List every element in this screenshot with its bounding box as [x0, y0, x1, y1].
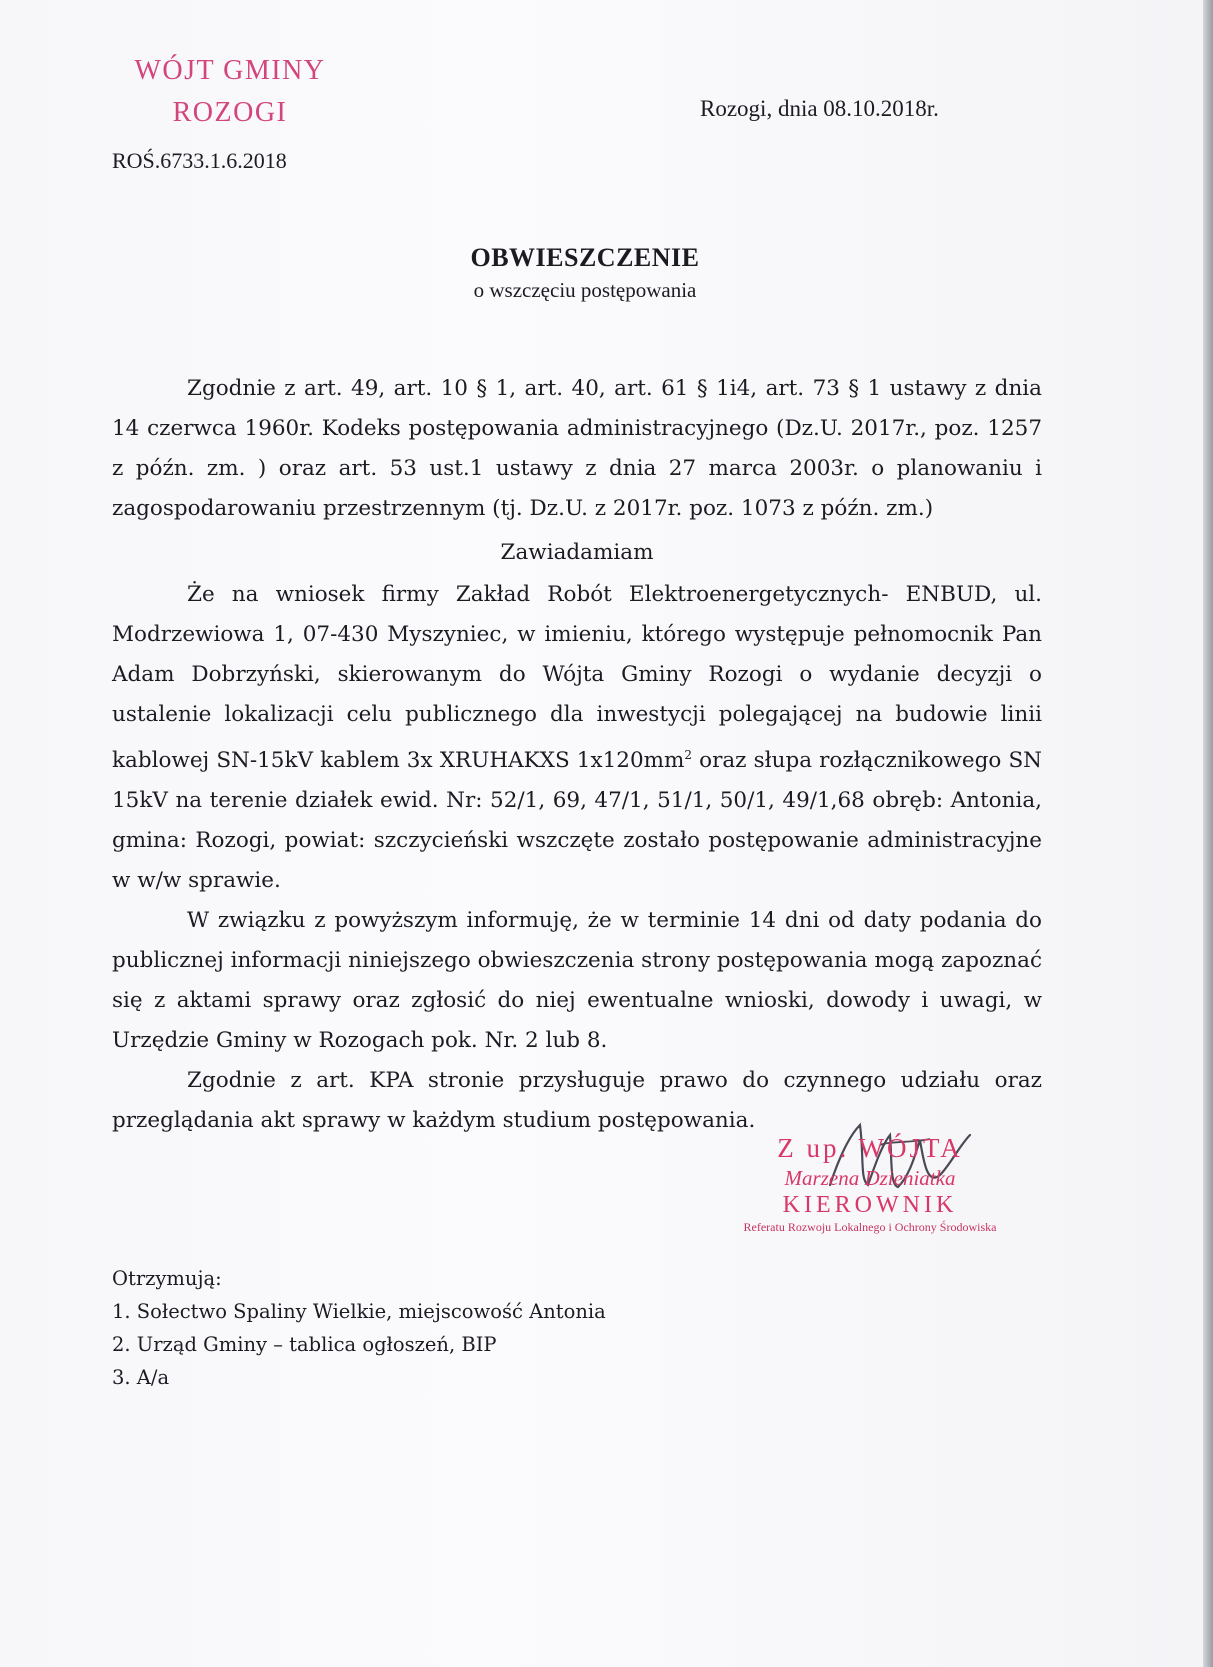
signature-line-3: KIEROWNIK: [782, 1192, 958, 1218]
official-signature-stamp: [735, 1132, 1005, 1236]
superscript-2: 2: [684, 748, 693, 762]
page-edge-shadow: [1203, 0, 1213, 1667]
notice-paragraph-text-a: Że na wniosek firmy Zakład Robót Elektroenergetycznych- ENBUD, ul. Modrzewiowa 1, 07-430 Myszyniec, w imieniu, którego występuje pełnomocnik Pan Adam Dobrzyński, skierowanym do Wójta Gminy Rozogi o wydanie decyzji o ustalenie lokalizacji celu publicznego dla inwestycji polegającej na budowie linii kablowej SN-15kV kablem 3x XRUHAKXS 1x120mm: [112, 582, 1042, 774]
recipient-item: 3. A/a: [112, 1366, 170, 1389]
document-title: OBWIESZCZENIE: [470, 243, 700, 272]
place-date: Rozogi, dnia 08.10.2018r.: [700, 96, 939, 121]
reference-number: ROŚ.6733.1.6.2018: [112, 148, 287, 173]
recipients-list: [112, 1262, 606, 1394]
recipient-item: 1. Sołectwo Spaliny Wielkie, miejscowość Antonia: [112, 1300, 606, 1323]
information-paragraph: W związku z powyższym informuję, że w terminie 14 dni od daty podania do publicznej informacji niniejszego obwieszczenia strony postępowania mogą zapoznać się z aktami sprawy oraz zgłosić do niej ewentualne wnioski, dowody i uwagi, w Urzędzie Gminy w Rozogach pok. Nr. 2 lub 8.: [112, 908, 1042, 1054]
document-body: [112, 369, 1042, 1141]
signature-line-1: Z up. WÓJTA: [777, 1133, 963, 1163]
office-stamp: [100, 50, 360, 134]
signature-line-2: Marzena Dzieniatka: [784, 1166, 956, 1190]
notice-paragraph-text-b: oraz słupa rozłącznikowego SN 15kV na terenie działek ewid. Nr: 52/1, 69, 47/1, 51/1, 50/1, 49/1,68 obręb: Antonia, gmina: Rozogi, powiat: szczycieński wszczęte zostało postępowanie administracyjne w w/w sprawie.: [112, 748, 1042, 894]
notify-heading: Zawiadamiam: [500, 540, 654, 565]
rights-paragraph: Zgodnie z art. KPA stronie przysługuje prawo do czynnego udziału oraz przeglądania akt sprawy w każdym studium postępowania.: [112, 1068, 1042, 1134]
recipient-item: 2. Urząd Gminy – tablica ogłoszeń, BIP: [112, 1333, 497, 1356]
recipients-heading: Otrzymują:: [112, 1267, 222, 1290]
legal-basis-paragraph: Zgodnie z art. 49, art. 10 § 1, art. 40, art. 61 § 1i4, art. 73 § 1 ustawy z dnia 14 czerwca 1960r. Kodeks postępowania administracyjnego (Dz.U. 2017r., poz. 1257 z późn. zm. ) oraz art. 53 ust.1 ustawy z dnia 27 marca 2003r. o planowaniu i zagospodarowaniu przestrzennym (tj. Dz.U. z 2017r. poz. 1073 z późn. zm.): [112, 376, 1042, 521]
notice-paragraph: [112, 575, 1042, 901]
signature-line-4: Referatu Rozwoju Lokalnego i Ochrony Środowiska: [743, 1220, 997, 1234]
office-stamp-line2: ROZOGI: [172, 97, 288, 128]
office-stamp-line1: WÓJT GMINY: [134, 55, 326, 86]
document-subtitle: o wszczęciu postępowania: [473, 278, 697, 302]
